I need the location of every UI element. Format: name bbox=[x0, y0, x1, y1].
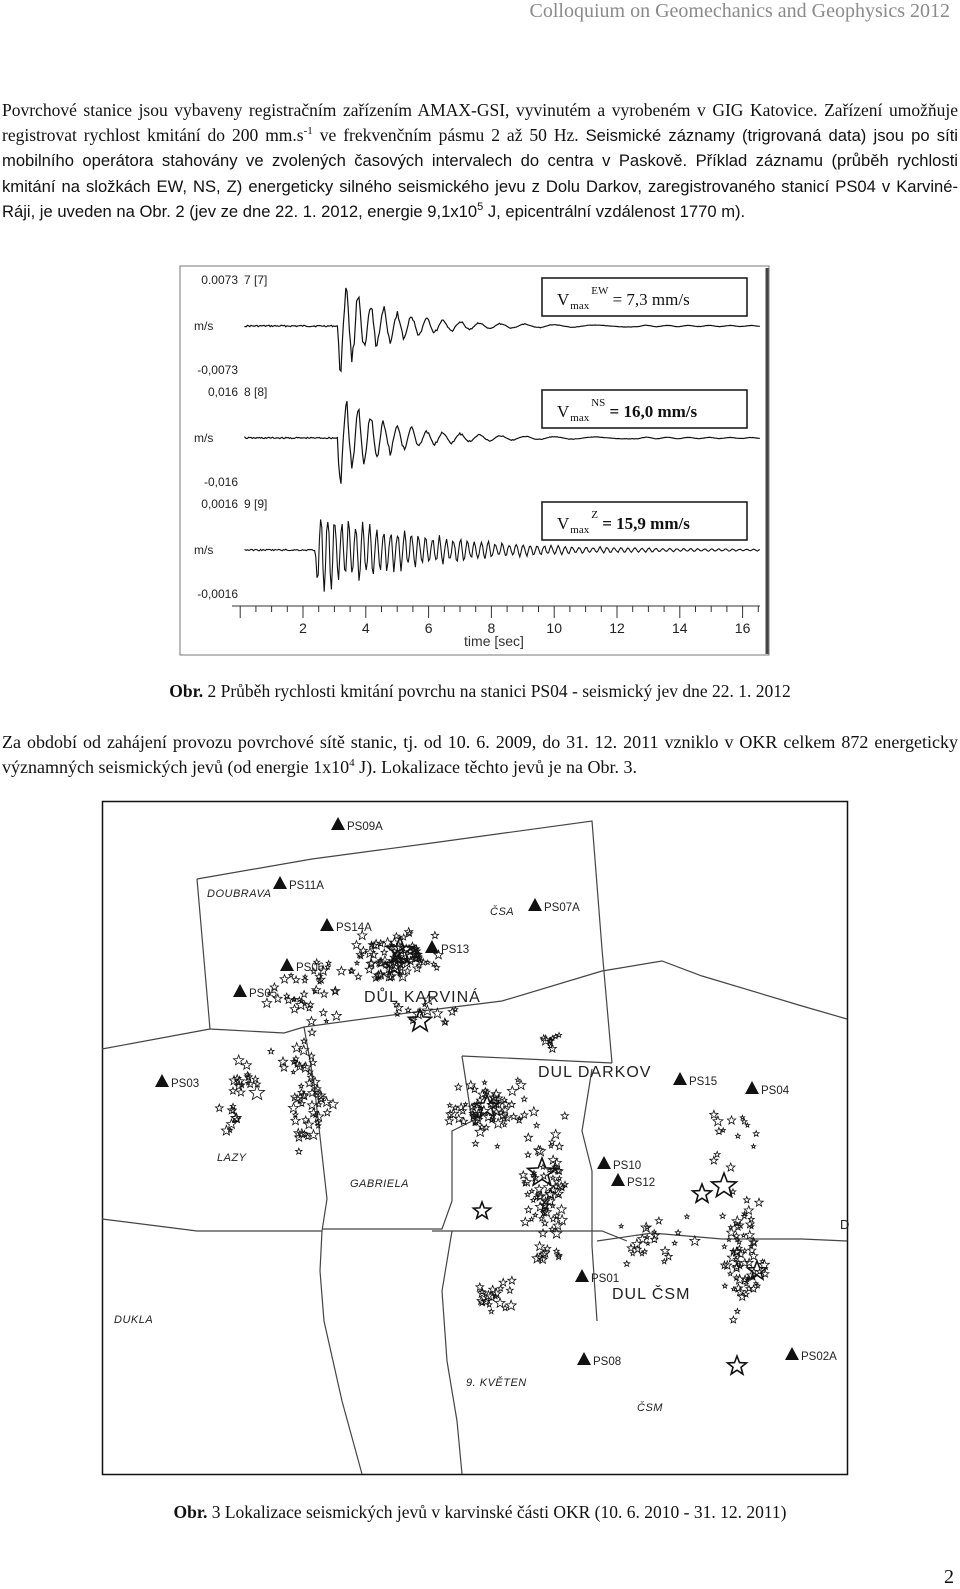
caption2-text: 2 Průběh rychlosti kmitání povrchu na stanici PS04 - seismický jev dne 22. 1. 2012 bbox=[203, 681, 791, 701]
stats-paragraph bbox=[2, 730, 958, 779]
area-label: DUL DARKOV bbox=[538, 1064, 652, 1081]
svg-text:PS04: PS04 bbox=[761, 1085, 790, 1097]
channel-top-value: 0,0016 bbox=[201, 497, 238, 511]
channel-id: 7 [7] bbox=[244, 273, 268, 287]
area-label: GABRIELA bbox=[350, 1178, 410, 1190]
svg-text:PS06: PS06 bbox=[296, 962, 325, 974]
vmax-box bbox=[542, 390, 747, 428]
area-label: ČSA bbox=[490, 906, 515, 918]
running-header: Colloquium on Geomechanics and Geophysics 2012 bbox=[529, 0, 950, 22]
caption3-text: 3 Lokalizace seismických jevů v karvinské části OKR (10. 6. 2010 - 31. 12. 2011) bbox=[207, 1502, 787, 1522]
channel-unit: m/s bbox=[194, 543, 214, 557]
channel-bottom-value: -0,0016 bbox=[197, 587, 238, 601]
svg-text:PS13: PS13 bbox=[441, 944, 470, 956]
vmax-label: $V_{max}^{EW} = 7,3$ mm/s bbox=[557, 285, 690, 312]
para2-text-b: J). Lokalizace těchto jevů je na Obr. 3. bbox=[354, 756, 637, 777]
para1-text-c: Seismické záznamy (trigrovaná data) jsou po síti mobilního operátora stahovány ve zvolených časových intervalech do centra v Paskově. Příklad záznamu (průběh rychlosti kmitání na složkách EW, NS, Z) energeticky silného seismického jevu z Dolu Darkov, zaregistrovaného stanicí PS04 v Karviné-Ráji, je uveden na Obr. 2 (jev ze dne 22. 1. 2012, energie 9,1x10 bbox=[2, 125, 958, 221]
area-label: DUKLA bbox=[114, 1314, 154, 1326]
vmax-box bbox=[542, 278, 747, 316]
x-tick-label: 10 bbox=[546, 620, 562, 636]
area-label: DOUBRAVA bbox=[207, 888, 272, 900]
para1-superscript-c: 5 bbox=[477, 201, 484, 213]
vmax-label: $V_{max}^{NS} = 16,0$ mm/s bbox=[557, 397, 698, 424]
x-tick-label: 16 bbox=[734, 620, 751, 636]
caption3-label: Obr. bbox=[173, 1502, 208, 1522]
page-number: 2 bbox=[944, 1566, 954, 1588]
para2-superscript: 4 bbox=[349, 756, 355, 769]
area-label: ČSM bbox=[637, 1402, 663, 1414]
figure-2-caption bbox=[0, 681, 960, 702]
channel-id: 9 [9] bbox=[244, 497, 268, 511]
x-tick-label: 8 bbox=[487, 620, 496, 636]
svg-text:PS09A: PS09A bbox=[347, 821, 383, 833]
svg-text:PS10: PS10 bbox=[613, 1160, 642, 1172]
area-label: LAZY bbox=[217, 1152, 247, 1164]
channel-top-value: 0,016 bbox=[207, 385, 238, 399]
area-label: D bbox=[840, 1217, 851, 1232]
area-label: DUL ČSM bbox=[612, 1286, 691, 1303]
para1-text-b: ve frekvenčním pásmu 2 až 50 Hz. bbox=[312, 124, 586, 145]
svg-text:PS03: PS03 bbox=[171, 1078, 200, 1090]
para1-superscript-a: -1 bbox=[303, 124, 313, 137]
channel-id: 8 [8] bbox=[244, 385, 268, 399]
svg-text:PS14A: PS14A bbox=[336, 922, 372, 934]
svg-text:PS12: PS12 bbox=[627, 1177, 656, 1189]
intro-paragraph bbox=[2, 98, 958, 225]
para1-text-a: Povrchové stanice jsou vybaveny registračním zařízením AMAX-GSI, vyvinutém a vyrobeném v GIG Katovice. Zařízení umožňuje registrovat rychlost kmitání do 200 mm.s bbox=[2, 100, 958, 145]
x-tick-label: 12 bbox=[609, 620, 625, 636]
svg-text:PS08: PS08 bbox=[593, 1356, 622, 1368]
svg-text:PS01: PS01 bbox=[591, 1273, 620, 1285]
x-tick-label: 4 bbox=[361, 620, 370, 636]
x-axis-label: time [sec] bbox=[464, 633, 524, 649]
para1-text-d: J, epicentrální vzdálenost 1770 m). bbox=[483, 202, 746, 221]
figure-2-seismogram bbox=[180, 266, 770, 661]
svg-text:PS11A: PS11A bbox=[289, 880, 324, 892]
channel-unit: m/s bbox=[194, 319, 214, 333]
vmax-label: $V_{max}^Z = 15,9$ mm/s bbox=[557, 509, 690, 536]
svg-text:PS02A: PS02A bbox=[801, 1351, 837, 1363]
x-tick-label: 14 bbox=[672, 620, 688, 636]
para2-text-a: Za období od zahájení provozu povrchové sítě stanic, tj. od 10. 6. 2009, do 31. 12. 2011 vzniklo v OKR celkem 872 energeticky významných seismických jevů (od energie 1x10 bbox=[2, 732, 958, 777]
x-tick-label: 6 bbox=[424, 620, 433, 636]
channel-bottom-value: -0,016 bbox=[203, 475, 238, 489]
figure-3-caption bbox=[0, 1502, 960, 1523]
caption2-label: Obr. bbox=[169, 681, 204, 701]
channel-unit: m/s bbox=[194, 431, 214, 445]
x-tick-label: 2 bbox=[299, 620, 307, 636]
vmax-box bbox=[542, 502, 747, 540]
svg-text:PS05: PS05 bbox=[249, 988, 278, 1000]
svg-text:PS07A: PS07A bbox=[544, 902, 580, 914]
area-label: DŮL KARVINÁ bbox=[364, 989, 481, 1006]
channel-top-value: 0.0073 bbox=[201, 273, 238, 287]
channel-bottom-value: -0,0073 bbox=[197, 363, 238, 377]
figure-3-map bbox=[102, 801, 851, 1480]
area-label: 9. KVĚTEN bbox=[466, 1377, 527, 1389]
svg-text:PS15: PS15 bbox=[689, 1076, 718, 1088]
